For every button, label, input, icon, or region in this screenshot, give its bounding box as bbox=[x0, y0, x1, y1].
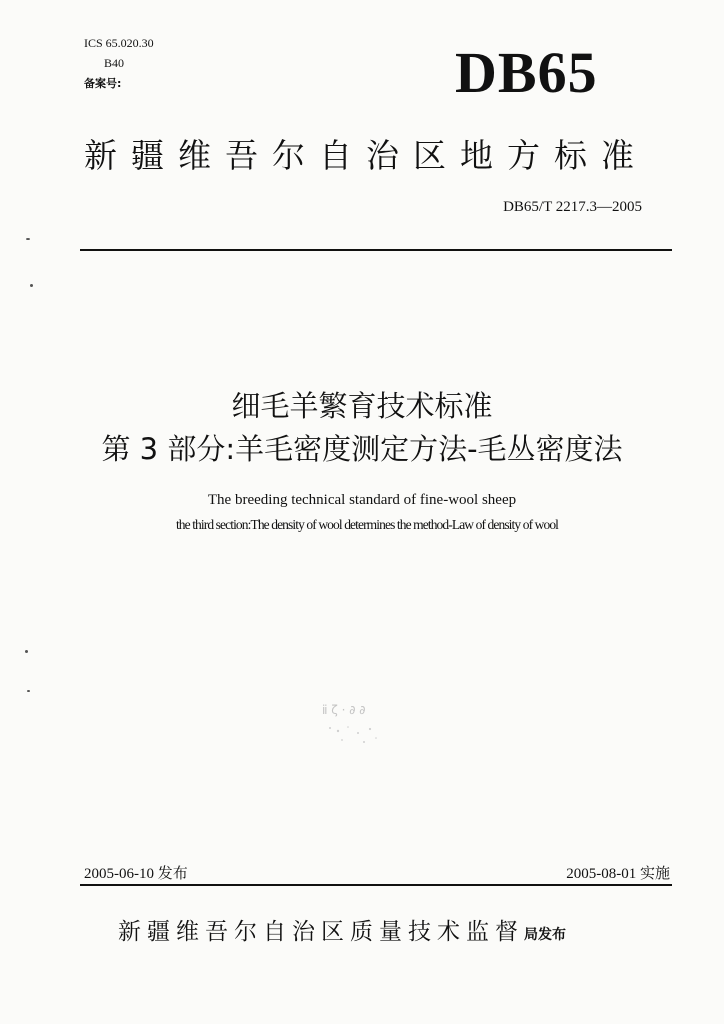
issuer-name: 新疆维吾尔自治区质量技术监督 bbox=[118, 919, 524, 945]
issuing-authority bbox=[118, 913, 566, 946]
standard-type-heading: 新疆维吾尔自治区地方标准 bbox=[84, 136, 648, 175]
top-divider bbox=[80, 249, 672, 251]
db65-logo: DB65 bbox=[455, 40, 598, 105]
title-line-2: 第 3 部分:羊毛密度测定方法-毛丛密度法 bbox=[101, 432, 623, 466]
implementation-date: 2005-08-01 实施 bbox=[566, 866, 670, 882]
classification-code: B40 bbox=[104, 56, 125, 70]
svg-text:ⅱ ζ · ∂ ∂: ⅱ ζ · ∂ ∂ bbox=[322, 703, 366, 717]
title-line-1: 细毛羊繁育技术标准 bbox=[231, 389, 493, 423]
issue-date: 2005-06-10 发布 bbox=[84, 866, 188, 882]
bottom-divider bbox=[80, 884, 672, 886]
english-title-line-1: The breeding technical standard of fine-wool sheep bbox=[207, 492, 517, 508]
english-title-line-2: the third section:The density of wool determines the method-Law of density of wool bbox=[175, 517, 559, 532]
faint-stamp-mark bbox=[318, 700, 388, 748]
scan-speck bbox=[30, 284, 33, 287]
scan-speck bbox=[27, 690, 30, 692]
scan-speck bbox=[25, 650, 28, 653]
scan-speck bbox=[26, 238, 30, 240]
ics-code: ICS 65.020.30 bbox=[84, 36, 154, 50]
issuer-suffix: 局发布 bbox=[524, 927, 566, 943]
record-number-label: 备案号: bbox=[84, 77, 122, 90]
standard-number: DB65/T 2217.3—2005 bbox=[503, 199, 642, 215]
